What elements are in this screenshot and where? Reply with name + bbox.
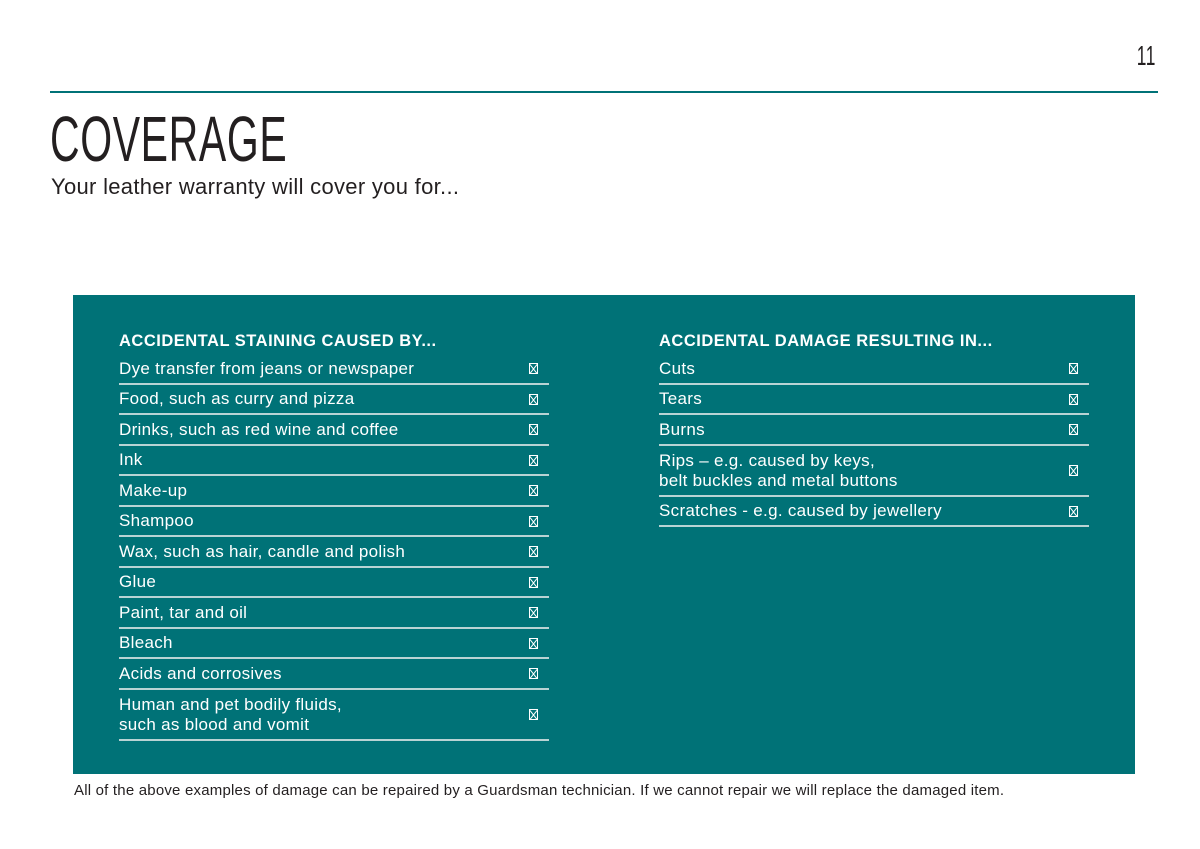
list-item bbox=[119, 354, 549, 385]
list-item-label: Make-up bbox=[119, 480, 188, 500]
checkbox-icon bbox=[529, 638, 538, 649]
staining-heading: ACCIDENTAL STAINING CAUSED BY... bbox=[119, 332, 437, 350]
staining-column bbox=[119, 331, 549, 741]
list-item bbox=[119, 537, 549, 568]
list-item bbox=[119, 385, 549, 416]
list-item-label: Paint, tar and oil bbox=[119, 602, 248, 622]
list-item bbox=[119, 507, 549, 538]
list-item bbox=[119, 659, 549, 690]
checkbox-icon bbox=[529, 455, 538, 466]
list-item bbox=[119, 446, 549, 477]
footnote: All of the above examples of damage can be repaired by a Guardsman technician. If we cannot repair we will replace the damaged item. bbox=[74, 782, 1005, 799]
list-item bbox=[119, 415, 549, 446]
damage-list bbox=[659, 354, 1089, 527]
list-item bbox=[659, 354, 1089, 385]
page-number: 11 bbox=[1136, 40, 1156, 71]
checkbox-icon bbox=[529, 577, 538, 588]
checkbox-icon bbox=[529, 516, 538, 527]
list-item-label: Food, such as curry and pizza bbox=[119, 389, 355, 409]
list-item-label: Acids and corrosives bbox=[119, 663, 282, 683]
list-item-label: Dye transfer from jeans or newspaper bbox=[119, 358, 415, 378]
list-item-label: Human and pet bodily fluids, such as blood and vomit bbox=[119, 694, 342, 734]
list-item-label: Burns bbox=[659, 419, 705, 439]
page-title: COVERAGE bbox=[50, 103, 288, 175]
coverage-panel bbox=[73, 295, 1135, 774]
list-item-label: Ink bbox=[119, 450, 143, 470]
list-item-label: Shampoo bbox=[119, 511, 194, 531]
checkbox-icon bbox=[529, 668, 538, 679]
list-item-label: Rips – e.g. caused by keys, belt buckles and metal buttons bbox=[659, 450, 898, 490]
damage-column bbox=[659, 331, 1089, 527]
list-item-label: Wax, such as hair, candle and polish bbox=[119, 541, 406, 561]
checkbox-icon bbox=[529, 709, 538, 720]
staining-list bbox=[119, 354, 549, 741]
checkbox-icon bbox=[529, 607, 538, 618]
checkbox-icon bbox=[1069, 506, 1078, 517]
damage-heading: ACCIDENTAL DAMAGE RESULTING IN... bbox=[659, 332, 993, 350]
checkbox-icon bbox=[529, 363, 538, 374]
list-item bbox=[659, 415, 1089, 446]
list-item bbox=[659, 385, 1089, 416]
list-item-label: Bleach bbox=[119, 633, 173, 653]
list-item-label: Glue bbox=[119, 572, 157, 592]
checkbox-icon bbox=[529, 485, 538, 496]
list-item-label: Scratches - e.g. caused by jewellery bbox=[659, 501, 942, 521]
header-rule bbox=[50, 91, 1158, 93]
checkbox-icon bbox=[529, 424, 538, 435]
checkbox-icon bbox=[1069, 363, 1078, 374]
checkbox-icon bbox=[1069, 394, 1078, 405]
page-subtitle: Your leather warranty will cover you for... bbox=[51, 174, 460, 199]
list-item bbox=[119, 476, 549, 507]
list-item bbox=[659, 497, 1089, 528]
checkbox-icon bbox=[529, 546, 538, 557]
list-item-label: Drinks, such as red wine and coffee bbox=[119, 419, 399, 439]
checkbox-icon bbox=[529, 394, 538, 405]
list-item bbox=[119, 598, 549, 629]
checkbox-icon bbox=[1069, 465, 1078, 476]
list-item bbox=[119, 690, 549, 741]
list-item bbox=[119, 629, 549, 660]
list-item bbox=[119, 568, 549, 599]
list-item-label: Tears bbox=[659, 389, 703, 409]
checkbox-icon bbox=[1069, 424, 1078, 435]
list-item bbox=[659, 446, 1089, 497]
list-item-label: Cuts bbox=[659, 358, 696, 378]
